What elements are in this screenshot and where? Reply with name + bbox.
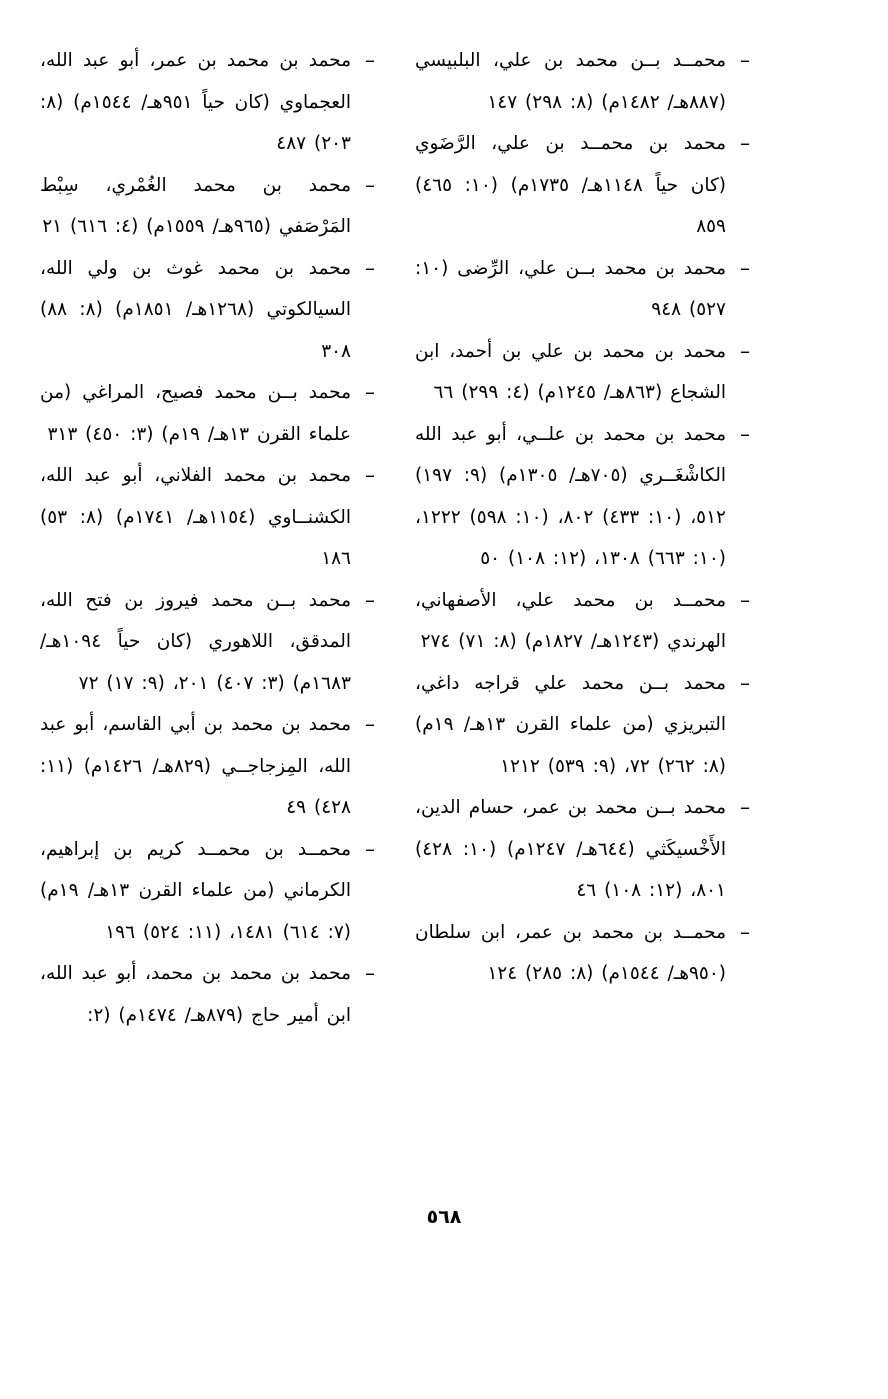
index-entry	[415, 248, 750, 331]
index-entry	[415, 580, 750, 663]
entry-dash: –	[365, 48, 375, 72]
index-entry	[415, 912, 750, 995]
index-entry	[415, 414, 750, 580]
entry-dash: –	[740, 338, 750, 363]
entry-dash: –	[740, 587, 750, 612]
index-entry	[40, 455, 375, 580]
entry-dash: –	[740, 255, 750, 280]
index-entry	[40, 248, 375, 373]
entry-text: محمد بــن محمد فيروز بن فتح الله، المدقق، اللاهوري (كان حياً ١٠٩٤هـ/ ١٦٨٣م) (٣: ٤٠٧) ٢٠١، (٩: ١٧) ٧٢	[40, 589, 351, 694]
index-entry	[40, 704, 375, 829]
index-entry	[40, 580, 375, 705]
entry-dash: –	[740, 48, 750, 72]
index-entry	[40, 829, 375, 954]
entry-text: محمد بن محمد بن علي بن أحمد، ابن الشجاع (٨٦٣هـ/ ١٢٤٥م) (٤: ٢٩٩) ٦٦	[415, 340, 726, 403]
entry-text: محمــد بــن محمد بن علي، البلبيسي (٨٨٧هـ/ ١٤٨٢م) (٨: ٢٩٨) ١٤٧	[415, 50, 726, 113]
entry-dash: –	[740, 670, 750, 695]
page-number: ٥٦٨	[426, 1206, 462, 1228]
index-columns	[40, 40, 750, 1036]
index-entry	[415, 123, 750, 248]
entry-text: محمــد بن محمــد كريم بن إبراهيم، الكرماني (من علماء القرن ١٣هـ/ ١٩م) (٧: ٦١٤) ١٤٨١، (١١: ٥٢٤) ١٩٦	[40, 838, 351, 943]
entry-text: محمد بن محمد بــن علي، الرِّضى (١٠: ٥٢٧) ٩٤٨	[415, 257, 726, 320]
entry-text: محمد بــن محمد فصيح، المراغي (من علماء القرن ١٣هـ/ ١٩م) (٣: ٤٥٠) ٣١٣	[40, 382, 351, 445]
entry-dash: –	[740, 131, 750, 155]
index-entry	[415, 331, 750, 414]
entry-text: محمد بــن محمد بن عمر، حسام الدين، الأَخْسيكَثي (٦٤٤هـ/ ١٢٤٧م) (١٠: ٤٢٨) ٨٠١، (١٢: ١٠٨) ٤٦	[415, 797, 727, 901]
index-entry	[415, 787, 750, 912]
index-entry	[415, 663, 750, 788]
entry-text: محمد بن محمــد بن علي، الرَّضَوي (كان حياً ١١٤٨هـ/ ١٧٣٥م) (١٠: ٤٦٥) ٨٥٩	[415, 133, 726, 237]
entry-dash: –	[365, 712, 375, 736]
entry-dash: –	[365, 463, 375, 487]
entry-text: محمد بن محمد بن محمد، أبو عبد الله، ابن أمير حاج (٨٧٩هـ/ ١٤٧٤م) (٢:	[40, 963, 351, 1026]
entry-text: محمد بن محمد بن عمر، أبو عبد الله، العجماوي (كان حياً ٩٥١هـ/ ١٥٤٤م) (٨: ٢٠٣) ٤٨٧	[40, 50, 351, 154]
entry-text: محمد بن محمد بن أبي القاسم، أبو عبد الله، المِزجاجــي (٨٢٩هـ/ ١٤٢٦م) (١١: ٤٢٨) ٤٩	[40, 714, 351, 818]
entry-dash: –	[365, 961, 375, 985]
entry-text: محمد بــن محمد علي قراجه داغي، التبريزي (من علماء القرن ١٣هـ/ ١٩م) (٨: ٢٦٢) ٧٢، (٩: ٥٣٩) ١٢١٢	[415, 672, 726, 777]
index-entry	[415, 40, 750, 123]
index-entry	[40, 372, 375, 455]
entry-dash: –	[365, 587, 375, 612]
index-entry	[40, 953, 375, 1036]
entry-dash: –	[740, 919, 750, 944]
entry-dash: –	[740, 421, 750, 446]
entry-text: محمد بن محمد الفلاني، أبو عبد الله، الكشنــاوي (١١٥٤هـ/ ١٧٤١م) (٨: ٥٣) ١٨٦	[40, 465, 351, 569]
entry-dash: –	[365, 255, 375, 280]
entry-text: محمــد بن محمد علي، الأصفهاني، الهرندي (١٢٤٣هـ/ ١٨٢٧م) (٨: ٧١) ٢٧٤	[415, 589, 726, 652]
entry-text: محمد بن محمد الغُمْري، سِبْط المَرْصَفي (٩٦٥هـ/ ١٥٥٩م) (٤: ٦١٦) ٢١	[40, 174, 351, 237]
right-column	[415, 40, 750, 1036]
index-entry	[40, 165, 375, 248]
index-entry	[40, 40, 375, 165]
entry-text: محمد بن محمد غوث بن ولي الله، السيالكوتي (١٢٦٨هـ/ ١٨٥١م) (٨: ٨٨) ٣٠٨	[40, 257, 351, 362]
entry-dash: –	[365, 172, 375, 197]
entry-dash: –	[365, 836, 375, 861]
entry-text: محمــد بن محمد بن عمر، ابن سلطان (٩٥٠هـ/ ١٥٤٤م) (٨: ٢٨٥) ١٢٤	[415, 921, 726, 984]
entry-dash: –	[365, 380, 375, 404]
entry-dash: –	[740, 795, 750, 819]
left-column	[40, 40, 375, 1036]
entry-text: محمد بن محمد بن علــي، أبو عبد الله الكاشْغَــري (٧٠٥هـ/ ١٣٠٥م) (٩: ١٩٧) ٥١٢، (١٠: ٤٣٣) ٨٠٢، (١٠: ٥٩٨) ١٢٢٢، (١٠: ٦٦٣) ١٣٠٨، (١٢: ١٠٨) ٥٠	[415, 423, 726, 569]
